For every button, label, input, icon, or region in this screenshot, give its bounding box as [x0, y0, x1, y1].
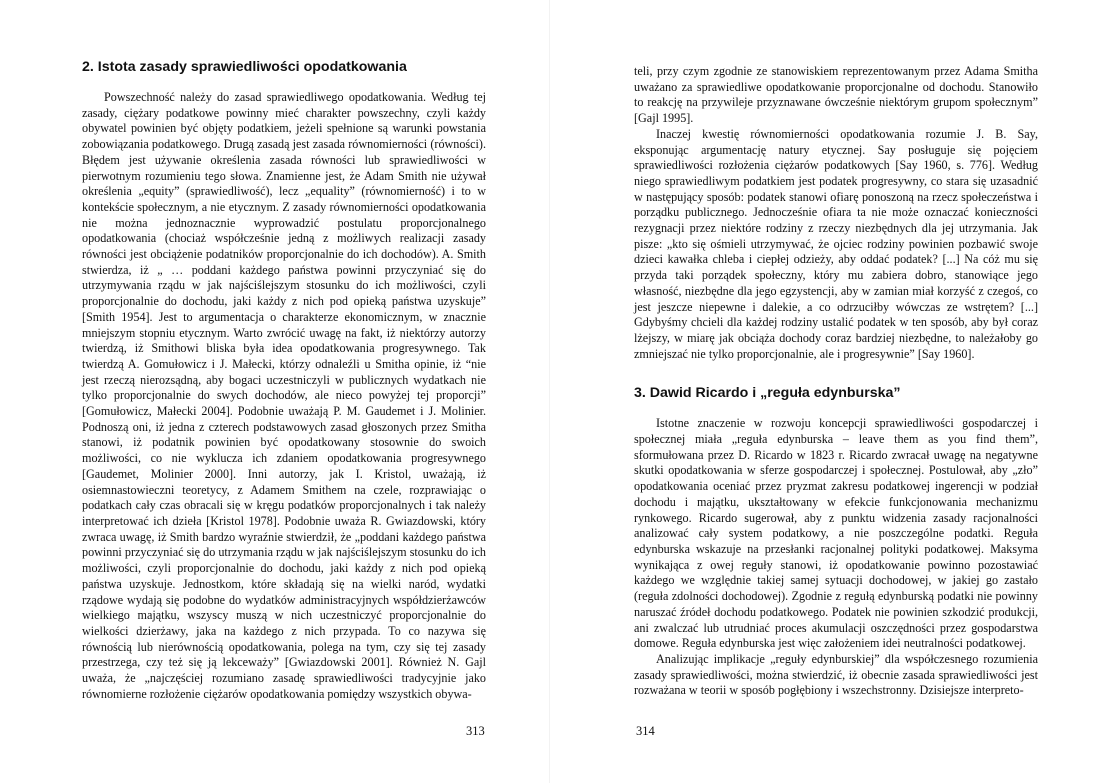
- right-paragraph-continuation: teli, przy czym zgodnie ze stanowiskiem reprezentowanym przez Adama Smitha uważano za sprawiedliwe opodatkowanie proporcjonalne od dochodu. Stanowiło to reakcję na przywileje przyznawane ówcześnie niektórym grupom społecznym” [Gajl 1995].: [634, 64, 1038, 126]
- right-paragraph-ricardo: Istotne znaczenie w rozwoju koncepcji sprawiedliwości gospodarczej i społecznej miała „reguła edynburska – leave them as you find them”, sformułowana przez D. Ricardo w 1823 r. Ricardo zwracał uwagę na negatywne skutki opodatkowania w sferze gospodarczej i społecznej. Postulował, aby „zło” opodatkowania oceniać przez pryzmat zakresu podatkowej ingerencji w podział dochodu i majątku, ukształtowany w efekcie funkcjonowania mechanizmu rynkowego. Ricardo sugerował, aby z punktu widzenia zasady racjonalności analizować cały system podatkowy, a nie poszczególne podatki. Reguła edynburska wskazuje na przesłanki racjonalnej polityki podatkowej. Maksyma wynikająca z owej reguły stanowi, iż opodatkowanie powinno pozostawiać każdego we względnie takiej samej sytuacji dochodowej, w jakiej go zastało (reguła zdolności dochodowej). Zgodnie z regułą edynburską podatki nie powinny naruszać źródeł dochodu podatkowego. Podatek nie powinien szkodzić produkcji, ani zwalczać lub utrudniać proces akumulacji oszczędności przez gospodarstwa domowe. Reguła edynburska jest więc założeniem idei neutralności podatkowej.: [634, 416, 1038, 651]
- left-text-column: [82, 58, 486, 702]
- page-number-right: 314: [636, 724, 655, 738]
- left-paragraph-1: Powszechność należy do zasad sprawiedliwego opodatkowania. Według tej zasady, ciężary podatkowe powinny mieć charakter powszechny, czyli każdy obywatel powinien być objęty podatkiem, jeżeli spełnione są warunki powstania zobowiązania podatkowego. Drugą zasadą jest zasada równomierności (równości). Błędem jest używanie określenia zasada równości lub sprawiedliwości w pierwotnym rozumieniu tego słowa. Znamienne jest, że Adam Smith nie używał określenia „equity” (sprawiedliwość), lecz „equality” (równomierność) i to w kontekście społecznym, a nie etycznym. Z zasady równomierności opodatkowania nie można jednoznacznie wyprowadzić postulatu proporcjonalnego opodatkowania (chociaż współcześnie jedną z możliwych realizacji zasady równości jest obciążenie podatników proporcjonalnie do ich dochodów). A. Smith stwierdza, iż „ … poddani każdego państwa powinni przyczyniać się do utrzymywania rządu w jak najściślejszym stosunku do ich możliwości, czyli proporcjonalnie do dochodu, jaki każdy z nich pod opieką państwa uzyskuje” [Smith 1954]. Jest to argumentacja o charakterze ekonomicznym, w znacznie mniejszym stopniu etycznym. Warto zwrócić uwagę na fakt, iż niektórzy autorzy twierdzą, iż Smithowi bliska była idea opodatkowania progresywnego. Tak twierdzą A. Gomułowicz i J. Małecki, którzy odnaleźli u Smitha opinie, iż “nie jest rzeczą nierozsądną, aby bogaci uczestniczyli w publicznych wydatkach nie tylko proporcjonalnie do swych dochodów, ale nieco powyżej tej proporcji” [Gomułowicz, Małecki 2004]. Podobnie uważają P. M. Gaudemet i J. Molinier. Podnoszą oni, iż jedna z czterech podstawowych zasad głoszonych przez Smitha stanowi, iż podatnik powinien być opodatkowany stosownie do swoich możliwości, co nie wyklucza ich zdaniem opodatkowania progresywnego [Gaudemet, Molinier 2000]. Inni autorzy, jak I. Kristol, uważają, iż osiemnastowieczni teoretycy, z Adamem Smithem na czele, rozprawiając o podatkach cały czas obracali się w kręgu podatków proporcjonalnych i tak należy interpretować ich dzieła [Kristol 1978]. Podobnie uważa R. Gwiazdowski, który zwraca uwagę, iż Smith bardzo wyraźnie stwierdził, że „poddani każdego państwa powinni przyczyniać się do utrzymania rządu w jak najściślejszym stosunku do ich możliwości, czyli proporcjonalnie do dochodu, jaki każdy z nich pod opieką państwa uzyskuje. Jednostkom, które składają się na wielki naród, wydatki rządowe wydają się podobne do wydatków administracyjnych współdzierżawców wielkiego majątku, wszyscy muszą w nich uczestniczyć proporcjonalnie do wielkości dzierżawy, jaka na każdego z nich przypada. To co nazywa się równością lub nierównością opodatkowania, polega na tym, czy się tej zasady przestrzega, czy też się ją lekceważy” [Gwiazdowski 2001]. Również N. Gajl uważa, że „najczęściej rozumiano zasadę sprawiedliwości tradycyjnie jako równomierne rozłożenie ciężarów opodatkowania pomiędzy wszystkich obywa-: [82, 90, 486, 701]
- right-page: [550, 0, 1100, 783]
- right-text-column: [634, 64, 1038, 699]
- left-body: [82, 90, 486, 702]
- right-paragraph-analysis: Analizując implikacje „reguły edynburskiej” dla współczesnego rozumienia zasady sprawiedliwości, można stwierdzić, iż obecnie zasada sprawiedliwości jest rozważana w teorii w sposób pogłębiony i wszechstronny. Dzisiejsze interpreto-: [634, 651, 1038, 698]
- section-heading-3: 3. Dawid Ricardo i „reguła edynburska”: [634, 385, 901, 402]
- page-number-left: 313: [466, 724, 485, 738]
- right-paragraph-say: Inaczej kwestię równomierności opodatkowania rozumie J. B. Say, eksponując argumentację natury etycznej. Say posługuje się pojęciem sprawiedliwości rozłożenia ciężarów podatkowych [Say 1960, s. 776]. Według niego sprawiedliwym podatkiem jest podatek progresywny, co stara się uzasadnić w następujący sposób: podatek stanowi ofiarę ponoszoną na rzecz społeczeństwa i porządku publicznego. Jednocześnie ofiara ta nie może oznaczać konieczności rezygnacji przez niektóre rodziny z rzeczy niezbędnych dla jej utrzymania. Jak pisze: „kto się ośmieli utrzymywać, że ojciec rodziny powinien pozbawić swoje dzieci kawałka chleba i ciepłej odzieży, aby oddać podatek? [...] Na cóż mu się przyda taki porządek społeczny, który mu zabiera dobro, stanowiące jego własność, niezbędne dla jego egzystencji, aby w zamian miał korzyść z czegoś, co jest jeszcze niepewne i dalekie, a co odrzuciłby wówczas ze wstrętem? [...] Gdybyśmy chcieli dla każdej rodziny ustalić podatek w ten sposób, aby był coraz lżejszy, w miarę jak obciąża dochody coraz bardziej niezbędne, to należałoby go zmniejszać nie tylko proporcjonalnie, ale i progresywnie” [Say 1960].: [634, 126, 1038, 361]
- section-heading-2: 2. Istota zasady sprawiedliwości opodatkowania: [82, 59, 407, 75]
